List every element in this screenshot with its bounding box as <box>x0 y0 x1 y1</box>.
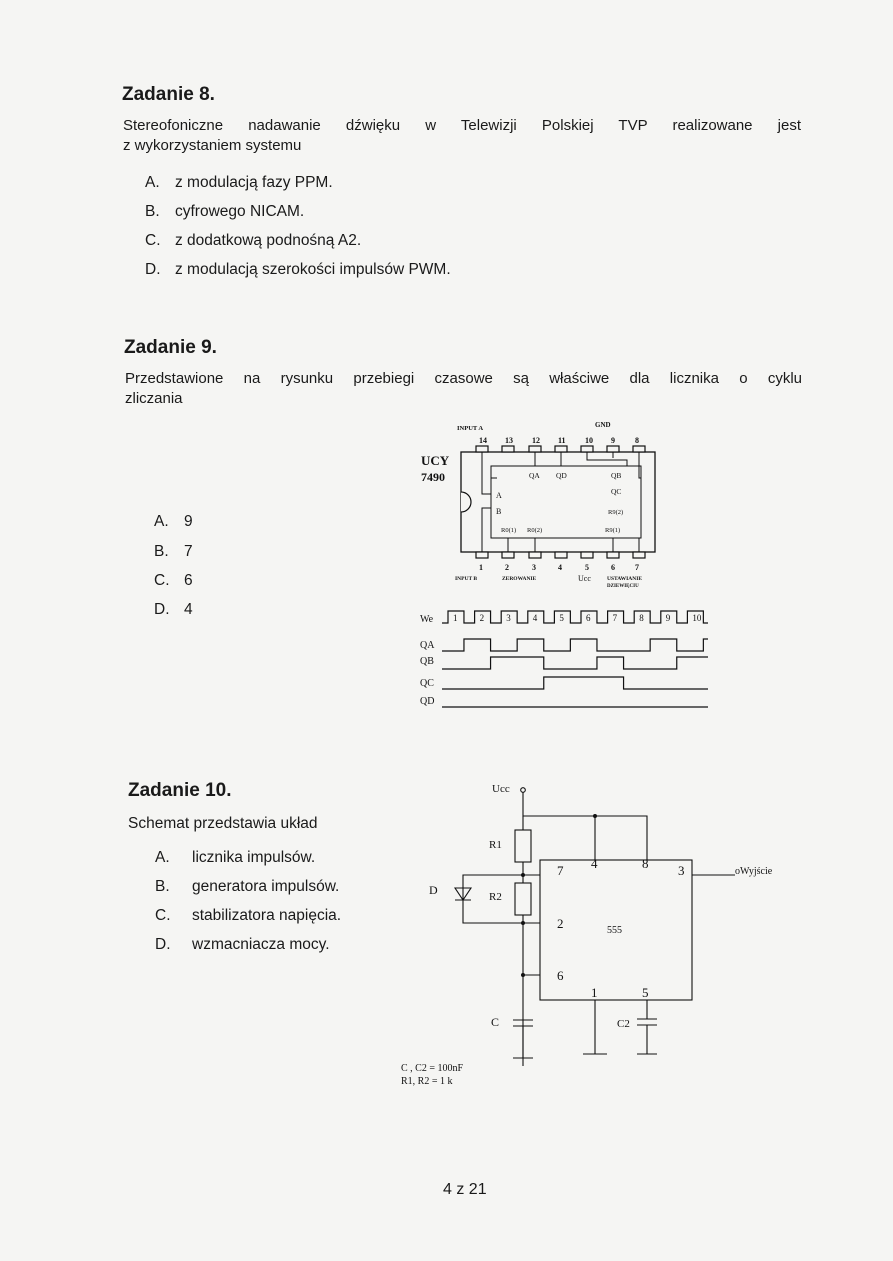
pin-number: 1 <box>479 563 483 572</box>
option-text: z modulacją szerokości impulsów PWM. <box>175 261 451 278</box>
ground <box>513 1026 533 1058</box>
pin-number: 6 <box>611 563 615 572</box>
timing-diagram <box>418 607 714 711</box>
pin <box>607 446 619 452</box>
option-letter: B. <box>154 543 169 560</box>
pin-a-label: A <box>496 491 502 500</box>
pin <box>555 446 567 452</box>
q10-option-a[interactable] <box>155 849 315 867</box>
pulse-number: 9 <box>665 613 671 623</box>
ground <box>637 1025 657 1054</box>
label-input-b: INPUT B <box>455 576 478 582</box>
option-letter: D. <box>145 261 161 278</box>
wire <box>482 508 491 552</box>
pulse-number: 3 <box>506 613 511 623</box>
node <box>593 814 597 818</box>
pin <box>529 446 541 452</box>
signal-label-qb: QB <box>420 656 434 667</box>
pin-number: 7 <box>635 563 639 572</box>
pin <box>633 446 645 452</box>
option-text: z modulacją fazy PPM. <box>175 174 333 191</box>
option-letter: B. <box>145 203 160 220</box>
pin <box>502 446 514 452</box>
option-letter: D. <box>154 601 170 618</box>
node <box>521 921 525 925</box>
ucy7490-diagram <box>415 418 715 596</box>
option-letter: B. <box>155 878 170 895</box>
option-text: stabilizatora napięcia. <box>192 907 342 924</box>
page-number: 4 z 21 <box>443 1181 487 1198</box>
q8-option-c[interactable] <box>145 232 361 250</box>
label-gnd: GND <box>595 421 611 429</box>
option-text: cyfrowego NICAM. <box>175 203 305 220</box>
pulse-number: 2 <box>479 613 485 623</box>
signal-label-we: We <box>420 614 434 625</box>
qa-label: QA <box>529 471 540 480</box>
ucc-label: Ucc <box>492 783 510 795</box>
pin <box>607 552 619 558</box>
q10-option-b[interactable] <box>155 878 339 896</box>
capacitor-c2 <box>637 1019 657 1025</box>
chip-pin-5: 5 <box>642 985 649 1000</box>
wire <box>587 452 627 466</box>
option-letter: C. <box>154 572 170 589</box>
chip-pin-7: 7 <box>557 863 564 878</box>
pin-number: 8 <box>635 436 639 445</box>
ic-name-line1: UCY <box>421 453 450 468</box>
signal-labels <box>420 614 435 707</box>
wave-qa <box>442 639 708 651</box>
q9-stem-line1: Przedstawione na rysunku przebiegi czasowe są właściwe dla licznika o cyklu <box>125 370 802 387</box>
top-pin-numbers <box>479 436 639 445</box>
node <box>521 873 525 877</box>
diode-label: D <box>429 883 438 897</box>
chip-pin-8: 8 <box>642 856 649 871</box>
pulse-number: 5 <box>559 613 564 623</box>
r01-label: R0(1) <box>501 527 517 534</box>
option-text: 9 <box>184 513 193 530</box>
option-text: licznika impulsów. <box>192 849 316 866</box>
c2-label: C2 <box>617 1018 630 1030</box>
label-input-a: INPUT A <box>457 425 484 432</box>
q10-option-c[interactable] <box>155 907 341 925</box>
pin-number: 11 <box>558 436 566 445</box>
pulse-number: 4 <box>532 613 538 623</box>
pin <box>502 552 514 558</box>
q9-option-d[interactable] <box>154 601 193 619</box>
pulse-number: 7 <box>612 613 618 623</box>
chip-pin-4: 4 <box>591 856 598 871</box>
option-letter: A. <box>155 849 170 866</box>
pulse-number: 6 <box>586 613 591 623</box>
signal-label-qa: QA <box>420 640 435 651</box>
label-ustawianie: USTAWIANIE <box>607 576 643 582</box>
option-letter: D. <box>155 936 171 953</box>
q9-option-c[interactable] <box>154 572 193 590</box>
wave-qc <box>442 677 708 689</box>
r92-label: R9(2) <box>608 509 624 516</box>
ic-top-pins <box>476 446 645 452</box>
pin <box>581 446 593 452</box>
ic-bottom-pins <box>476 552 645 558</box>
ic-internal-wiring <box>482 452 641 552</box>
option-letter: A. <box>154 513 169 530</box>
option-letter: A. <box>145 174 160 191</box>
signal-label-qc: QC <box>420 678 434 689</box>
label-dziewieciu: DZIEWIĘCIU <box>607 584 639 589</box>
q9-stem-line2: zliczania <box>125 390 183 407</box>
wire <box>482 452 491 494</box>
pin-number: 14 <box>479 436 487 445</box>
pin-number: 10 <box>585 436 593 445</box>
pin-number: 3 <box>532 563 536 572</box>
chip-pin-3: 3 <box>678 863 685 878</box>
pin-number: 4 <box>558 563 562 572</box>
q10-option-d[interactable] <box>155 936 330 954</box>
pin-b-label: B <box>496 507 502 516</box>
timer-555-circuit <box>395 776 795 1096</box>
q8-stem-line2: z wykorzystaniem systemu <box>123 137 302 154</box>
q9-option-a[interactable] <box>154 513 193 531</box>
chip-555-label: 555 <box>607 925 622 936</box>
pin <box>581 552 593 558</box>
qb-label: QB <box>611 471 622 480</box>
pin-number: 12 <box>532 436 540 445</box>
resistor-r2 <box>515 883 531 915</box>
option-text: 6 <box>184 572 193 589</box>
chip-pin-6: 6 <box>557 968 564 983</box>
c-label: C <box>491 1015 500 1029</box>
q8-stem-line1: Stereofoniczne nadawanie dźwięku w Telewizji Polskiej TVP realizowane jest <box>123 117 801 134</box>
circuit-nodes <box>521 814 597 977</box>
q8-option-a[interactable] <box>145 174 333 192</box>
option-text: generatora impulsów. <box>192 878 340 895</box>
output-label: oWyjście <box>735 866 773 877</box>
values-line2: R1, R2 = 1 k <box>401 1076 453 1087</box>
wire <box>523 792 647 860</box>
q8-option-d[interactable] <box>145 261 451 279</box>
pin-number: 2 <box>505 563 509 572</box>
q9-title: Zadanie 9. <box>124 337 217 358</box>
pin <box>529 552 541 558</box>
option-text: wzmacniacza mocy. <box>192 936 330 953</box>
q9-option-b[interactable] <box>154 543 193 561</box>
chip-pin-2: 2 <box>557 916 564 931</box>
pin <box>633 552 645 558</box>
q10-title: Zadanie 10. <box>128 780 232 801</box>
pulse-number: 1 <box>453 613 458 623</box>
resistor-r1 <box>515 830 531 862</box>
chip-pin-1: 1 <box>591 985 598 1000</box>
r2-label: R2 <box>489 891 502 903</box>
ucc-terminal <box>521 788 526 793</box>
values-line1: C , C2 = 100nF <box>401 1063 464 1074</box>
pin-number: 9 <box>611 436 615 445</box>
pin <box>555 552 567 558</box>
r1-label: R1 <box>489 839 502 851</box>
r02-label: R0(2) <box>527 527 543 534</box>
option-letter: C. <box>155 907 171 924</box>
ic-name-line2: 7490 <box>421 470 445 484</box>
option-text: 4 <box>184 601 193 618</box>
qc-label: QC <box>611 487 622 496</box>
q8-title: Zadanie 8. <box>122 84 215 105</box>
r91-label: R9(1) <box>605 527 621 534</box>
pulse-number: 8 <box>639 613 644 623</box>
pin <box>476 446 488 452</box>
waveforms <box>442 611 708 707</box>
q8-option-b[interactable] <box>145 203 304 221</box>
label-zerowanie: ZEROWANIE <box>502 576 537 582</box>
q10-stem: Schemat przedstawia układ <box>128 815 318 832</box>
ic-package <box>461 452 655 552</box>
wave-qb <box>442 657 708 669</box>
option-text: 7 <box>184 543 193 560</box>
pin-number: 13 <box>505 436 513 445</box>
label-ucc: Ucc <box>578 574 591 583</box>
pulse-number: 10 <box>692 613 702 623</box>
signal-label-qd: QD <box>420 696 435 707</box>
pin-number: 5 <box>585 563 589 572</box>
pin <box>476 552 488 558</box>
ic-notch <box>461 492 471 512</box>
node <box>521 973 525 977</box>
option-text: z dodatkową podnośną A2. <box>175 232 362 249</box>
option-letter: C. <box>145 232 161 249</box>
bottom-pin-numbers <box>479 563 639 572</box>
qd-label: QD <box>556 471 567 480</box>
